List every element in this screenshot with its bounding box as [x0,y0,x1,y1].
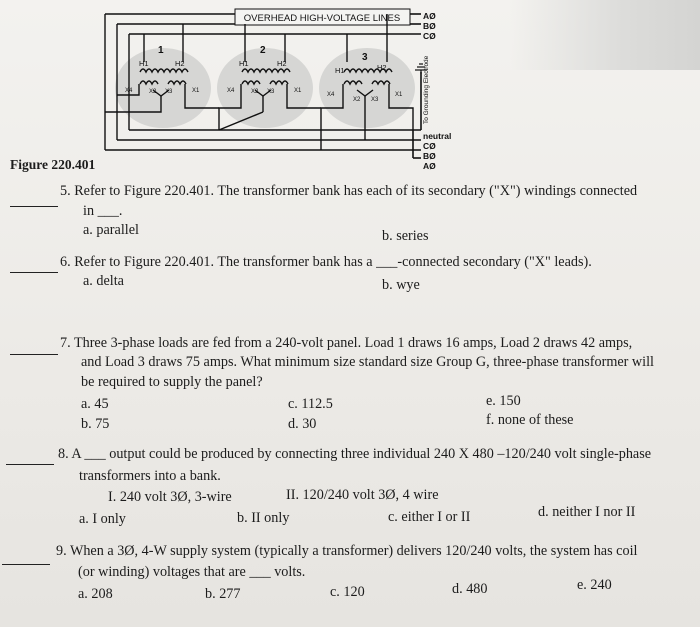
q5-option-b[interactable]: b. series [382,228,429,244]
t2-x2-label: X2 [251,89,259,95]
bottom-line-b: BØ [423,151,436,161]
question-8-number: 8. [58,446,69,462]
bottom-line-a: AØ [423,161,436,171]
t3-x2-label: X2 [353,97,361,103]
q6-option-a[interactable]: a. delta [83,273,124,289]
question-9-text-line-1: When a 3Ø, 4-W supply system (typically a transformer) delivers 120/240 volts, the system has coil [69,543,638,559]
question-9-text-line-2: (or winding) voltages that are ___ volts. [78,564,306,580]
top-line-b: BØ [423,21,436,31]
question-8-text-line-1: A ___ output could be produced by connecting three individual 240 X 480 –120/240 volt single-phase [71,446,652,462]
t3-x1-label: X1 [395,92,403,98]
page-shadow [510,0,700,70]
top-line-a: AØ [423,11,436,21]
t3-h1-label: H1 [335,66,345,75]
q8-option-b[interactable]: b. II only [237,510,290,526]
q8-option-d[interactable]: d. neither I nor II [538,504,636,520]
q8-option-c[interactable]: c. either I or II [388,509,471,525]
t2-x3-label: X3 [267,89,275,95]
bottom-line-neutral: neutral [423,131,452,141]
q8-statement-1: I. 240 volt 3Ø, 3-wire [108,489,232,505]
question-5 [60,182,637,201]
question-6-number: 6. [60,254,71,270]
bottom-line-c: CØ [423,141,436,151]
question-5-number: 5. [60,183,71,199]
question-5-text-line-1: Refer to Figure 220.401. The transformer bank has each of its secondary ("X") windings connected [74,183,638,199]
ground-label: To Grounding Electrode [423,55,430,124]
t1-h1-label: H1 [139,59,149,68]
question-7-text-line-3: be required to supply the panel? [81,374,263,390]
q6-option-b[interactable]: b. wye [382,277,420,293]
question-6 [60,253,592,272]
answer-blank-8[interactable] [6,464,54,465]
q7-option-a[interactable]: a. 45 [81,396,109,412]
question-8 [58,445,651,464]
answer-blank-6[interactable] [10,272,58,273]
question-7-text-line-2: and Load 3 draws 75 amps. What minimum size standard size Group G, three-phase transformer will [81,354,654,370]
question-7-number: 7. [60,335,71,351]
t2-h1-label: H1 [239,59,249,68]
bus-label: OVERHEAD HIGH-VOLTAGE LINES [243,13,401,24]
transformer-1-number: 1 [158,45,164,56]
q9-option-a[interactable]: a. 208 [78,586,113,602]
t1-x2-label: X2 [149,89,157,95]
q7-option-c[interactable]: c. 112.5 [288,396,333,412]
q7-option-e[interactable]: e. 150 [486,393,521,409]
t3-x4-label: X4 [327,92,335,98]
t1-x4-label: X4 [125,88,133,94]
answer-blank-7[interactable] [10,354,58,355]
q7-option-d[interactable]: d. 30 [288,416,317,432]
q5-option-a[interactable]: a. parallel [83,222,139,238]
q8-statement-2: II. 120/240 volt 3Ø, 4 wire [286,487,439,503]
q7-option-f[interactable]: f. none of these [486,412,574,428]
t1-h2-label: H2 [175,59,185,68]
q9-option-e[interactable]: e. 240 [577,577,612,593]
t1-x3-label: X3 [165,89,173,95]
t2-h2-label: H2 [277,59,287,68]
question-9-number: 9. [56,543,67,559]
q9-option-d[interactable]: d. 480 [452,581,488,597]
figure-caption: Figure 220.401 [10,157,96,172]
t1-x1-label: X1 [192,88,200,94]
question-6-text-line-1: Refer to Figure 220.401. The transformer bank has a ___-connected secondary ("X" leads). [74,254,592,270]
question-9 [56,542,637,561]
answer-blank-9[interactable] [2,564,50,565]
q7-option-b[interactable]: b. 75 [81,416,110,432]
answer-blank-5[interactable] [10,206,58,207]
t2-x4-label: X4 [227,88,235,94]
q9-option-c[interactable]: c. 120 [330,584,365,600]
question-7-text-line-1: Three 3-phase loads are fed from a 240-volt panel. Load 1 draws 16 amps, Load 2 draws 42 amps, [73,335,633,351]
t2-x1-label: X1 [294,88,302,94]
q9-option-b[interactable]: b. 277 [205,586,241,602]
transformer-2-number: 2 [260,45,266,56]
question-8-text-line-2: transformers into a bank. [79,468,221,484]
transformer-2 [217,24,321,130]
question-5-text-line-2: in ___. [83,203,123,219]
question-7 [60,334,632,353]
t3-x3-label: X3 [371,97,379,103]
top-line-c: CØ [423,31,436,41]
transformer-bank-diagram [95,0,475,180]
t3-h2-label: H2 [377,63,387,72]
q8-option-a[interactable]: a. I only [79,511,126,527]
transformer-3-number: 3 [362,52,368,63]
